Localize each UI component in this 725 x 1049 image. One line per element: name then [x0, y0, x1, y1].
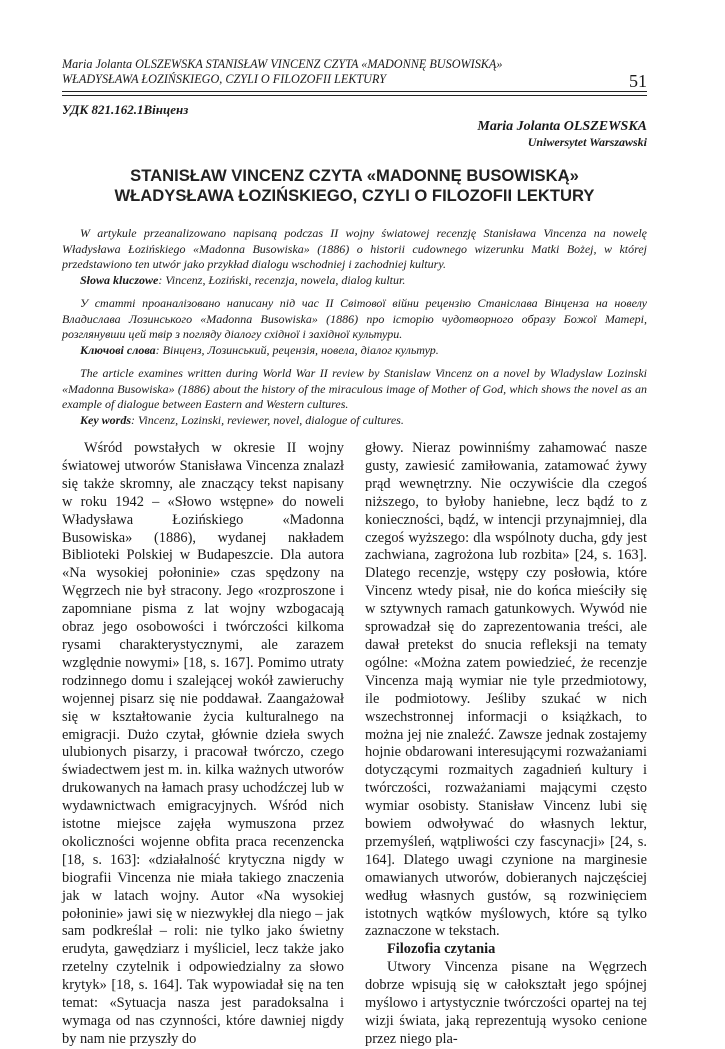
abstract-english-text: The article examines written during World War II review by Stanislaw Vincenz on a novel by Wladyslaw Lozinski «Madonna Busowiska» (1886) about the history of the miraculous image of Mother of God, which shows the novel as an example of dialogue between Eastern and Western cultures. [62, 366, 647, 412]
author-affiliation: Uniwersytet Warszawski [527, 135, 647, 149]
udk-code: УДК 821.162.1Вінценз [62, 102, 189, 117]
keywords-english-label: Key words [80, 412, 131, 427]
keywords-ukrainian-label: Ключові слова [80, 342, 156, 357]
abstract-polish [62, 226, 647, 288]
title-line1: STANISŁAW VINCENZ CZYTA «MADONNĘ BUSOWISKĄ» [130, 166, 579, 185]
keywords-polish [62, 273, 647, 289]
keywords-ukrainian-values: : Вінценз, Лозинський, рецензія, новела, діалог культур. [155, 342, 439, 357]
keywords-english [62, 413, 647, 429]
title-line2: WŁADYSŁAWA ŁOZIŃSKIEGO, CZYLI O FILOZOFII LEKTURY [114, 186, 595, 205]
running-header-line2: WŁADYSŁAWA ŁOZIŃSKIEGO, CZYLI O FILOZOFII LEKTURY [62, 72, 386, 86]
keywords-english-values: : Vincenz, Lozinski, reviewer, novel, dialogue of cultures. [131, 412, 404, 427]
abstract-polish-text: W artykule przeanalizowano napisaną podczas II wojny światowej recenzję Stanisława Vincenza na nowelę Władysława Łozińskiego «Madonna Busowiska» (1886) o historii cudownego wizerunku Matki Bożej, w której przedstawiono ten utwór jako przykład dialogu wschodniej i zachodniej kultury. [62, 226, 647, 272]
keywords-polish-label: Słowa kluczowe [80, 272, 159, 287]
body-paragraph: Utwory Vincenza pisane na Węgrzech dobrze wpisują się w całokształt jego spójnej myślowo i artystycznie twórczości opartej na tej wizji świata, jaką reprezentują wysoko cenione przez niego pla- [365, 959, 647, 1047]
running-header-line1: Maria Jolanta OLSZEWSKA STANISŁAW VINCENZ CZYTA «MADONNĘ BUSOWISKĄ» [62, 57, 503, 71]
running-header [62, 57, 647, 91]
header-rule-thin [62, 95, 647, 96]
header-rule [62, 91, 647, 92]
journal-page [62, 0, 647, 1047]
body-column-right [365, 440, 647, 1049]
abstract-english [62, 366, 647, 428]
article-title [62, 166, 647, 206]
page-number: 51 [629, 71, 647, 91]
author-name: Maria Jolanta OLSZEWSKA [477, 119, 647, 134]
abstract-ukrainian-text: У статті проаналізовано написану під час II Світової війни рецензію Станіслава Вінценза на новелу Владислава Лозинського «Madonna Busowiska» (1886) про історію чудотворного образу Божої Матері, розглянувши цей твір з погляду діалогу східної і західної культури. [62, 296, 647, 342]
body-paragraph-continued: głowy. Nieraz powinniśmy zahamować nasze gusty, zawiesić zamiłowania, zatamować żywy prąd wewnętrzny. Nie oczywiście dla czegoś niższego, to byłoby haniebne, lecz bądź to z konieczności, bądź, w intencji przynajmniej, dla czegoś wyższego: dla wspólnoty ducha, gdy jest zachwiana, zagrożona lub rozbita» [24, s. 163]. Dlatego recenzje, wstępy czy posłowia, które Vincenz wtedy pisał, nie do końca mieściły się w sztywnych ramach gatunkowych. Wywód nie sprowadzał się do zaprezentowania treści, ale dawał pretekst do snucia refleksji na tematy ogólne: «Można zatem powiedzieć, że recenzje Vincenza mają wymiar nie tyle przedmiotowy, ile podmiotowy. Jeśliby szukać w nich wszechstronnej informacji o książkach, to można jej nie znaleźć. Zawsze jednak zostajemy hojnie obdarowani interesującymi rozważaniami dotyczącymi rozmaitych zagadnień kultury i twórczości, rozważaniami mającymi często wymiar osobisty. Stanisław Vincenz lubi się bowiem odwoływać do własnych lektur, przemyśleń, wątpliwości czy fascynacji» [24, s. 164]. Dlatego uwagi czynione na marginesie omawianych utworów, dobieranych najczęściej według własnych gustów, są rozwinięciem istotnych wątków myślowych, które są tylko zaznaczone w tekstach. [365, 440, 647, 940]
body-paragraph: Wśród powstałych w okresie II wojny światowej utworów Stanisława Vincenza znalazł się także skromny, ale znaczący tekst napisany w roku 1942 – «Słowo wstępne» do noweli Władysława Łozińskiego «Madonna Busowiska» (1886), wydanej nakładem Biblioteki Polskiej w Budapeszcie. Dla autora «Na wysokiej połoninie» czas spędzony na Węgrzech nie był stracony. Jego «rozproszone i zapomniane pisma z lat wojny wzbogacają obraz jego osobowości i twórczości kilkoma rysami charakterystycznymi, ale zarazem względnie nowymi» [18, s. 167]. Pomimo utraty rodzinnego domu i szalejącej wokół zawieruchy wojennej pisarz się nie poddawał. Zaangażował się w kształtowanie życia kulturalnego na emigracji. Dużo czytał, głównie dzieła swych ulubionych pisarzy, i pracował twórczo, czego świadectwem jest m. in. kilka ważnych utworów drukowanych na łamach prasy uchodźczej lub w wydawnictwach emigracyjnych. Wśród nich istotne miejsce zajęła wymuszona przez okoliczności wojenne obfita praca recenzencka [18, s. 163]: «działalność krytyczna nigdy w biografii Vincenza nie miała takiego znaczenia jak w latach wojny. Autor «Na wysokiej połoninie» jawi się w niezwykłej dla niego – jak sam podkreślał – roli: nie tylko jako świetny erudyta, gawędziarz i myśliciel, lecz także jako rzetelny czytelnik i odpowiedzialny za słowo krytyk» [18, s. 164]. Tak wypowiadał się na ten temat: «Sytuacja nasza jest paradoksalna i wymaga od nas czynności, które dawniej nigdy by nam nie przyszły do [62, 440, 344, 1047]
section-subheading: Filozofia czytania [387, 941, 496, 958]
author-block [477, 118, 647, 150]
keywords-polish-values: : Vincenz, Łoziński, recenzja, nowela, dialog kultur. [158, 272, 406, 287]
keywords-ukrainian [62, 343, 647, 359]
abstract-ukrainian [62, 296, 647, 358]
body-column-left [62, 440, 344, 1049]
